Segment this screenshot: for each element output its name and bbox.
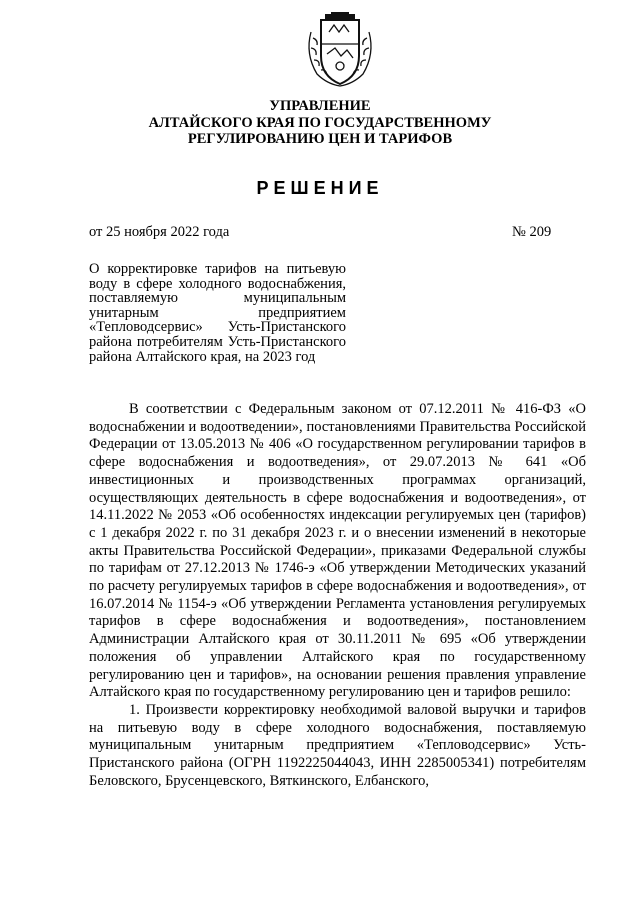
document-title: РЕШЕНИЕ: [256, 178, 384, 198]
preamble-paragraph: В соответствии с Федеральным законом от 07.12.2011 № 416-ФЗ «О водоснабжении и водоотведении», постановлениями Правительства Российской Федерации от 13.05.2013 № 406 «О государственном регулировании тарифов в сфере водоснабжения и водоотведения», от 29.07.2013 № 641 «Об инвестиционных и производственных программах организаций, осуществляющих деятельность в сфере водоснабжения и водоотведения», от 14.11.2022 № 2053 «Об особенностях индексации регулируемых цен (тарифов) с 1 декабря 2022 г. по 31 декабря 2023 г. и о внесении изменений в некоторые акты Правительства Российской Федерации», приказами Федеральной службы по тарифам от 27.12.2013 № 1746-э «Об утверждении Методических указаний по расчету регулируемых тарифов в сфере водоснабжения и водоотведения», от 16.07.2014 № 1154-э «Об утверждении Регламента установления регулируемых тарифов в сфере водоснабжения и водоотведения», постановлением Администрации Алтайского края от 30.11.2011 № 695 «Об утверждении положения об управлении Алтайского края по государственному регулированию цен и тарифов», на основании решения правления управление Алтайского края по государственному регулированию цен и тарифов решило:: [89, 401, 586, 701]
item-1-paragraph: 1. Произвести корректировку необходимой валовой выручки и тарифов на питьевую воду в сфере холодного водоснабжения, поставляемую муниципальным унитарным предприятием «Тепловодсервис» Усть-Пристанского района (ОГРН 1192225044043, ИНН 2285005341) потребителям Беловского, Брусенцевского, Вяткинского, Елбанского,: [89, 701, 586, 789]
document-body: [89, 401, 586, 790]
document-date: от 25 ноября 2022 года: [89, 224, 230, 240]
document-number: № 209: [512, 224, 552, 240]
agency-name-line-1: УПРАВЛЕНИЕ: [269, 98, 371, 114]
agency-name-line-2: АЛТАЙСКОГО КРАЯ ПО ГОСУДАРСТВЕННОМУ: [148, 115, 492, 131]
agency-name-line-3: РЕГУЛИРОВАНИЮ ЦЕН И ТАРИФОВ: [187, 131, 453, 147]
coat-of-arms-icon: [303, 12, 377, 90]
document-subject: О корректировке тарифов на питьевую воду в сфере холодного водоснабжения, поставляемую муниципальным унитарным предприятием «Тепловодсервис» Усть-Пристанского района потребителям Усть-Пристанского района Алтайского края, на 2023 год: [89, 261, 346, 365]
